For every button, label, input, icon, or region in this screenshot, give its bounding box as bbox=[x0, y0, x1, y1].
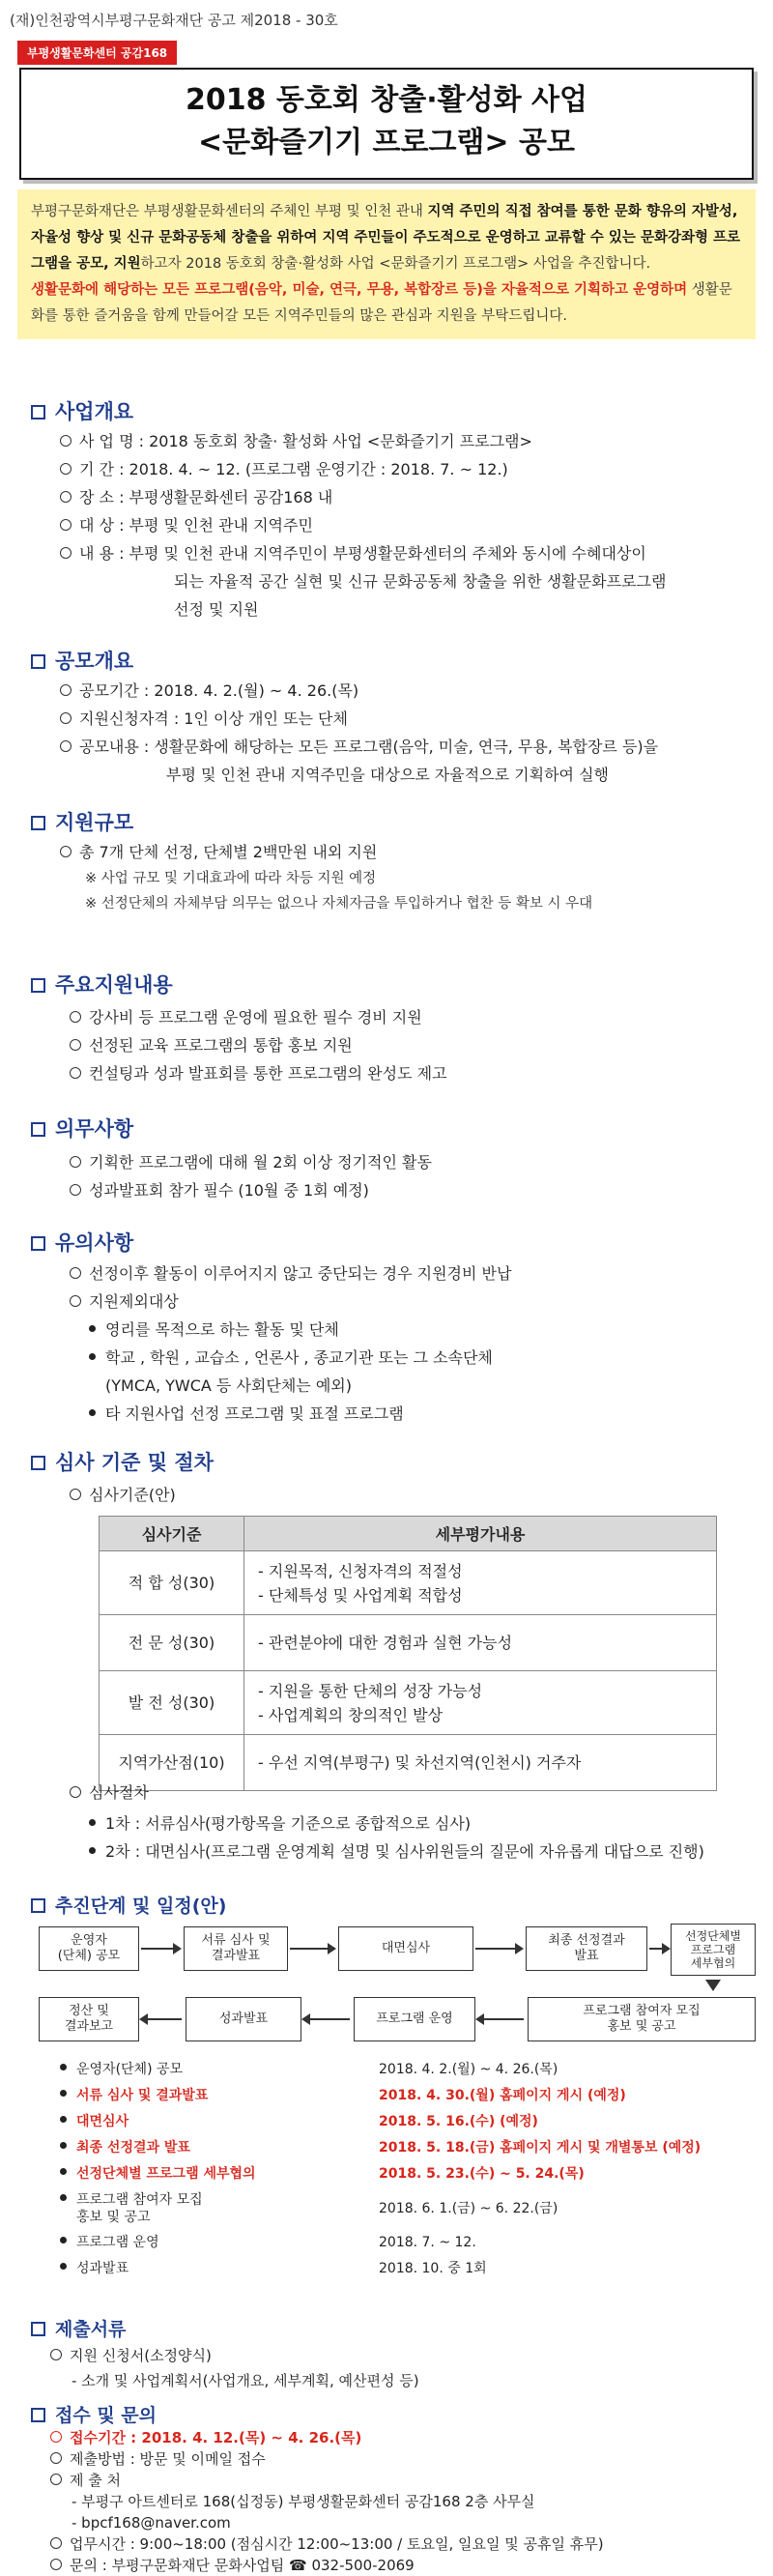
section-heading: 추진단계 및 일정(안) bbox=[31, 1892, 226, 1918]
list-item: 기 간 : 2018. 4. ~ 12. (프로그램 운영기간 : 2018. 7. ~ 12.) bbox=[60, 455, 756, 483]
evaluation-table bbox=[99, 1516, 717, 1791]
title-box bbox=[19, 68, 754, 180]
circle-icon bbox=[50, 2431, 62, 2443]
list-item-sub: - 소개 및 사업계획서(사업개요, 세부계획, 예산편성 등) bbox=[72, 2372, 419, 2389]
list-item: 심사기준(안) bbox=[70, 1481, 176, 1509]
list-item: 제 출 처 bbox=[50, 2470, 765, 2491]
intro-text: 하고자 2018 동호회 창출·활성화 사업 <문화즐기기 프로그램> 사업을 추진합니다. bbox=[140, 256, 651, 272]
table-row: 발 전 성(30) - 지원을 통한 단체의 성장 가능성 - 사업계획의 창의적인 발상 bbox=[100, 1671, 717, 1735]
list-item: 지원 신청서(소정양식) bbox=[50, 2343, 746, 2368]
bullet-item: 1차 : 서류심사(평가항목을 기준으로 종합적으로 심사) bbox=[89, 1809, 765, 1838]
bullet-icon bbox=[60, 2263, 67, 2270]
list-item: 공모기간 : 2018. 4. 2.(월) ~ 4. 26.(목) bbox=[60, 677, 756, 705]
bullet-item: 타 지원사업 선정 프로그램 및 표절 프로그램 bbox=[70, 1400, 746, 1428]
table-header: 세부평가내용 bbox=[244, 1517, 717, 1551]
circle-icon bbox=[70, 1156, 81, 1168]
circle-icon bbox=[60, 491, 72, 503]
list-item: 업무시간 : 9:00~18:00 (점심시간 12:00~13:00 / 토요일, 일요일 및 공휴일 휴무) bbox=[50, 2533, 765, 2555]
circle-icon bbox=[70, 1067, 81, 1079]
square-icon bbox=[31, 654, 45, 669]
list-item-continued: 부평 및 인천 관내 지역주민을 대상으로 자율적으로 기획하여 실행 bbox=[166, 766, 610, 784]
intro-text-bold: 지역 주민의 직접 참여를 통한 문화 향유의 자발성, 자율성 향상 및 신규 문화공동체 창출을 위하여 지역 주민들이 주도적으로 운영하고 교류할 수 있는 문화강좌형 프로그램을 공모, 지원 bbox=[31, 204, 741, 272]
section-heading: 유의사항 bbox=[31, 1228, 133, 1257]
section-body bbox=[60, 677, 756, 789]
arrow-left-icon bbox=[303, 2018, 350, 2020]
square-icon bbox=[31, 1122, 45, 1137]
circle-icon bbox=[70, 1267, 81, 1279]
circle-icon bbox=[50, 2474, 62, 2485]
schedule-row: 운영자(단체) 공모 2018. 4. 2.(월) ~ 4. 26.(목) bbox=[60, 2057, 756, 2083]
circle-icon bbox=[70, 1184, 81, 1196]
arrow-left-icon bbox=[141, 2018, 182, 2020]
list-item: 장 소 : 부평생활문화센터 공감168 내 bbox=[60, 483, 756, 511]
circle-icon bbox=[50, 2452, 62, 2464]
flow-step: 프로그램 참여자 모집 홍보 및 공고 bbox=[528, 1997, 756, 2041]
flow-step: 최종 선정결과 발표 bbox=[526, 1926, 647, 1971]
section-heading: 접수 및 문의 bbox=[31, 2401, 157, 2427]
flow-step: 프로그램 운영 bbox=[354, 1997, 475, 2041]
schedule-row: 최종 선정결과 발표 2018. 5. 18.(금) 홈페이지 게시 및 개별통보 (예정) bbox=[60, 2135, 756, 2161]
arrow-right-icon bbox=[141, 1948, 180, 1950]
schedule-row: 선정단체별 프로그램 세부협의 2018. 5. 23.(수) ~ 5. 24.(목) bbox=[60, 2161, 756, 2187]
bullet-icon bbox=[89, 1409, 96, 1416]
circle-icon bbox=[60, 712, 72, 724]
section-heading: 사업개요 bbox=[31, 396, 133, 425]
square-icon bbox=[31, 978, 45, 993]
circle-icon bbox=[60, 435, 72, 447]
list-item: 내 용 : 부평 및 인천 관내 지역주민이 부평생활문화센터의 주체와 동시에 수혜대상이 bbox=[60, 539, 756, 567]
section-body bbox=[60, 427, 756, 623]
section-heading: 심사 기준 및 절차 bbox=[31, 1447, 214, 1476]
list-item-sub: - 부평구 아트센터로 168(십정동) 부평생활문화센터 공감168 2층 사무실 bbox=[72, 2493, 535, 2510]
circle-icon bbox=[60, 740, 72, 752]
arrow-right-icon bbox=[290, 1948, 334, 1950]
list-item: 기획한 프로그램에 대해 월 2회 이상 정기적인 활동 bbox=[70, 1148, 746, 1176]
list-item: 사 업 명 : 2018 동호회 창출· 활성화 사업 <문화즐기기 프로그램> bbox=[60, 427, 756, 455]
list-item: 지원신청자격 : 1인 이상 개인 또는 단체 bbox=[60, 705, 756, 733]
list-item: 지원제외대상 bbox=[70, 1288, 746, 1316]
bullet-item: 영리를 목적으로 하는 활동 및 단체 bbox=[70, 1316, 746, 1344]
circle-icon bbox=[50, 2349, 62, 2360]
bullet-icon bbox=[60, 2142, 67, 2149]
bullet-icon bbox=[60, 2237, 67, 2243]
section-heading: 제출서류 bbox=[31, 2315, 126, 2341]
bullet-icon bbox=[89, 1847, 96, 1854]
list-item: 성과발표회 참가 필수 (10월 중 1회 예정) bbox=[70, 1176, 746, 1204]
square-icon bbox=[31, 1898, 45, 1913]
flow-step: 성과발표 bbox=[186, 1997, 301, 2041]
intro-box bbox=[17, 189, 756, 339]
list-item-continued: 선정 및 지원 bbox=[174, 600, 259, 619]
note: ※ 사업 규모 및 기대효과에 따라 차등 지원 예정 bbox=[85, 871, 377, 886]
bullet-icon bbox=[89, 1353, 96, 1360]
square-icon bbox=[31, 816, 45, 830]
list-item: 문의 : 부평구문화재단 문화사업팀 ☎ 032-500-2069 bbox=[50, 2555, 765, 2576]
page-title: 2018 동호회 창출·활성화 사업 bbox=[185, 83, 588, 117]
flow-step: 선정단체별 프로그램 세부협의 bbox=[671, 1924, 756, 1976]
square-icon bbox=[31, 1456, 45, 1470]
square-icon bbox=[31, 405, 45, 420]
list-item: 선정이후 활동이 이루어지지 않고 중단되는 경우 지원경비 반납 bbox=[70, 1259, 746, 1288]
circle-icon bbox=[70, 1786, 81, 1798]
section-body bbox=[70, 1148, 746, 1204]
schedule-row: 서류 심사 및 결과발표 2018. 4. 30.(월) 홈페이지 게시 (예정) bbox=[60, 2083, 756, 2109]
list-item: 대 상 : 부평 및 인천 관내 지역주민 bbox=[60, 511, 756, 539]
table-row: 적 합 성(30) - 지원목적, 신청자격의 적절성 - 단체특성 및 사업계획 적합성 bbox=[100, 1551, 717, 1615]
list-item: 컨설팅과 성과 발표회를 통한 프로그램의 완성도 제고 bbox=[70, 1059, 746, 1087]
flow-step: 서류 심사 및 결과발표 bbox=[184, 1926, 288, 1971]
section-heading: 지원규모 bbox=[31, 807, 133, 836]
square-icon bbox=[31, 2408, 45, 2422]
schedule-row: 프로그램 참여자 모집 홍보 및 공고 2018. 6. 1.(금) ~ 6. 22.(금) bbox=[60, 2187, 756, 2230]
circle-icon bbox=[60, 846, 72, 857]
intro-text: 부평구문화재단은 부평생활문화센터의 주체인 부평 및 인천 관내 bbox=[31, 204, 428, 219]
circle-icon bbox=[60, 519, 72, 531]
square-icon bbox=[31, 2322, 45, 2336]
circle-icon bbox=[60, 463, 72, 475]
table-row: 전 문 성(30) - 관련분야에 대한 경험과 실현 가능성 bbox=[100, 1615, 717, 1671]
intro-text-red: 생활문화에 해당하는 모든 프로그램(음악, 미술, 연극, 무용, 복합장르 등)을 자율적으로 기획하고 운영하며 bbox=[31, 282, 688, 298]
section-heading: 주요지원내용 bbox=[31, 970, 173, 999]
section-body bbox=[89, 1809, 765, 1866]
section-heading: 의무사항 bbox=[31, 1114, 133, 1143]
note: ※ 선정단체의 자체부담 의무는 없으나 자체자금을 투입하거나 협찬 등 확보 시 우대 bbox=[85, 896, 593, 912]
section-heading: 공모개요 bbox=[31, 646, 133, 675]
circle-icon bbox=[70, 1039, 81, 1051]
section-body bbox=[70, 1259, 746, 1428]
bullet-icon bbox=[60, 2194, 67, 2201]
circle-icon bbox=[70, 1011, 81, 1023]
schedule-row: 대면심사 2018. 5. 16.(수) (예정) bbox=[60, 2109, 756, 2135]
square-icon bbox=[31, 1236, 45, 1251]
circle-icon bbox=[60, 684, 72, 696]
bullet-item: 학교 , 학원 , 교습소 , 언론사 , 종교기관 또는 그 소속단체 bbox=[70, 1344, 746, 1372]
list-item: 심사절차 bbox=[70, 1779, 149, 1807]
list-item: 접수기간 : 2018. 4. 12.(목) ~ 4. 26.(목) bbox=[50, 2427, 765, 2448]
arrow-left-icon bbox=[477, 2018, 524, 2020]
circle-icon bbox=[70, 1295, 81, 1307]
arrow-right-icon bbox=[649, 1948, 669, 1950]
flow-step: 운영자 (단체) 공모 bbox=[39, 1926, 139, 1971]
notice-number: (재)인천광역시부평구문화재단 공고 제2018 - 30호 bbox=[10, 12, 338, 29]
arrow-down-icon bbox=[705, 1980, 721, 1991]
org-badge: 부평생활문화센터 공감168 bbox=[17, 41, 177, 65]
bullet-item-continued: (YMCA, YWCA 등 사회단체는 예외) bbox=[105, 1376, 352, 1395]
arrow-right-icon bbox=[475, 1948, 522, 1950]
circle-icon bbox=[60, 547, 72, 559]
email-link[interactable]: - bpcf168@naver.com bbox=[72, 2514, 231, 2532]
circle-icon bbox=[50, 2559, 62, 2570]
section-body bbox=[70, 1003, 746, 1087]
circle-icon bbox=[50, 2537, 62, 2549]
table-header: 심사기준 bbox=[100, 1517, 244, 1551]
list-item: 선정된 교육 프로그램의 통합 홍보 지원 bbox=[70, 1031, 746, 1059]
list-item: 강사비 등 프로그램 운영에 필요한 필수 경비 지원 bbox=[70, 1003, 746, 1031]
bullet-icon bbox=[89, 1325, 96, 1332]
schedule-list bbox=[60, 2057, 756, 2282]
bullet-icon bbox=[60, 2116, 67, 2123]
list-item-continued: 되는 자율적 공간 실현 및 신규 문화공동체 창출을 위한 생활문화프로그램 bbox=[174, 572, 667, 591]
table-row: 지역가산점(10) - 우선 지역(부평구) 및 차선지역(인천시) 거주자 bbox=[100, 1735, 717, 1791]
intro-text: 생활문화를 통한 즐거움을 함께 만들어갈 모든 지역주민들의 많은 관심과 지원을 부탁드립니다. bbox=[31, 282, 732, 324]
list-item: 총 7개 단체 선정, 단체별 2백만원 내외 지원 bbox=[60, 838, 756, 866]
section-body bbox=[60, 838, 756, 916]
page-subtitle: <문화즐기기 프로그램> 공모 bbox=[198, 126, 575, 159]
section-body bbox=[50, 2427, 765, 2576]
bullet-item: 2차 : 대면심사(프로그램 운영계획 설명 및 심사위원들의 질문에 자유롭게 대답으로 진행) bbox=[89, 1838, 765, 1866]
bullet-icon bbox=[89, 1819, 96, 1826]
section-body bbox=[50, 2343, 746, 2393]
list-item: 제출방법 : 방문 및 이메일 접수 bbox=[50, 2448, 765, 2470]
schedule-row: 프로그램 운영 2018. 7. ~ 12. bbox=[60, 2230, 756, 2256]
flow-step: 정산 및 결과보고 bbox=[39, 1997, 139, 2041]
bullet-icon bbox=[60, 2064, 67, 2070]
list-item: 공모내용 : 생활문화에 해당하는 모든 프로그램(음악, 미술, 연극, 무용, 복합장르 등)을 bbox=[60, 733, 756, 761]
circle-icon bbox=[70, 1489, 81, 1500]
flow-step: 대면심사 bbox=[338, 1926, 473, 1971]
bullet-icon bbox=[60, 2090, 67, 2097]
schedule-row: 성과발표 2018. 10. 중 1회 bbox=[60, 2256, 756, 2282]
bullet-icon bbox=[60, 2168, 67, 2175]
